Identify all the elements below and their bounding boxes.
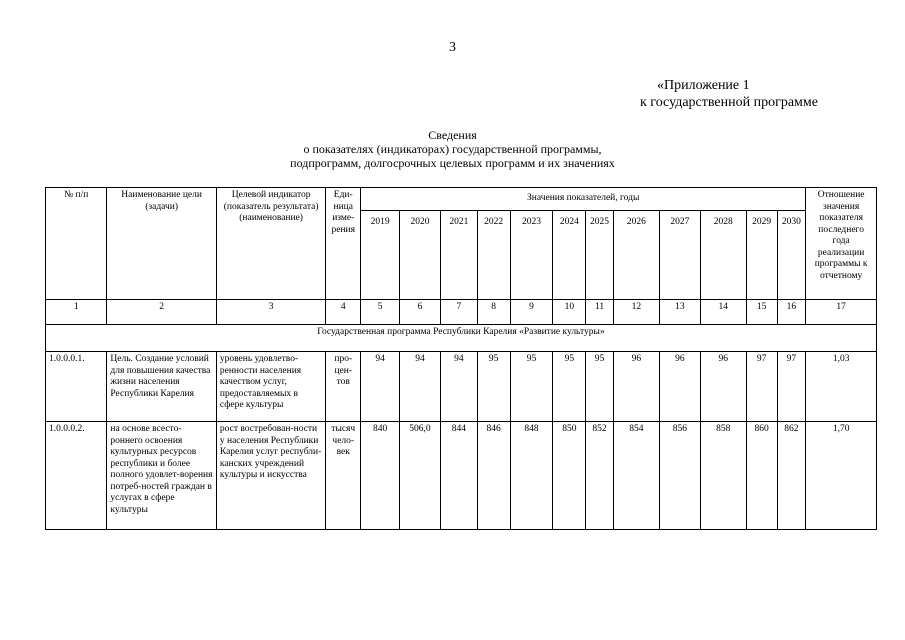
ratio-cell: 1,70 <box>806 422 877 530</box>
column-number: 14 <box>700 300 746 325</box>
value-cell: 95 <box>586 352 614 422</box>
value-cell: 858 <box>700 422 746 530</box>
value-cell: 97 <box>746 352 777 422</box>
row-unit: тысяч чело-век <box>326 422 361 530</box>
column-number: 8 <box>477 300 510 325</box>
value-cell: 95 <box>477 352 510 422</box>
value-cell: 862 <box>777 422 806 530</box>
document-heading <box>0 128 905 170</box>
appendix-line-1: «Приложение 1 <box>657 78 750 93</box>
value-cell: 94 <box>400 352 441 422</box>
year-cell: 2020 <box>400 211 441 300</box>
column-number: 13 <box>659 300 700 325</box>
column-number: 2 <box>107 300 216 325</box>
header-ratio: Отношение значения показателя последнего года реализации программы к отчетному <box>806 188 877 300</box>
row-indicator: уровень удовлетво-ренности населения качеством услуг, предоставляемых в сфере культуры <box>216 352 325 422</box>
row-unit: про-цен-тов <box>326 352 361 422</box>
row-indicator: рост востребован-ности у населения Республики Карелия услуг республи-канских учреждений культуры и искусства <box>216 422 325 530</box>
value-cell: 96 <box>659 352 700 422</box>
header-unit: Еди-ница изме-рения <box>326 188 361 300</box>
value-cell: 850 <box>553 422 586 530</box>
column-number: 12 <box>613 300 659 325</box>
value-cell: 844 <box>440 422 477 530</box>
value-cell: 94 <box>440 352 477 422</box>
appendix-line-2: к государственной программе <box>640 95 818 110</box>
value-cell: 95 <box>553 352 586 422</box>
year-cell: 2022 <box>477 211 510 300</box>
value-cell: 852 <box>586 422 614 530</box>
indicators-table <box>45 187 877 530</box>
year-cell: 2027 <box>659 211 700 300</box>
column-number: 15 <box>746 300 777 325</box>
value-cell: 96 <box>700 352 746 422</box>
value-cell: 860 <box>746 422 777 530</box>
year-cell: 2026 <box>613 211 659 300</box>
page-number: 3 <box>449 40 456 55</box>
ratio-cell: 1,03 <box>806 352 877 422</box>
row-goal: Цель. Создание условий для повышения качества жизни населения Республики Карелия <box>107 352 216 422</box>
row-num: 1.0.0.0.1. <box>46 352 107 422</box>
column-number: 17 <box>806 300 877 325</box>
header-row <box>46 188 877 211</box>
value-cell: 848 <box>510 422 553 530</box>
value-cell: 840 <box>361 422 400 530</box>
heading-line-2: о показателях (индикаторах) государственной программы, <box>303 142 602 156</box>
program-title: Государственная программа Республики Карелия «Развитие культуры» <box>46 325 877 352</box>
year-cell: 2029 <box>746 211 777 300</box>
value-cell: 854 <box>613 422 659 530</box>
appendix-note <box>640 77 890 111</box>
value-cell: 97 <box>777 352 806 422</box>
year-cell: 2025 <box>586 211 614 300</box>
header-num: № п/п <box>46 188 107 300</box>
value-cell: 96 <box>613 352 659 422</box>
column-number: 4 <box>326 300 361 325</box>
column-number: 3 <box>216 300 325 325</box>
column-number: 1 <box>46 300 107 325</box>
year-cell: 2028 <box>700 211 746 300</box>
year-cell: 2021 <box>440 211 477 300</box>
year-cell: 2024 <box>553 211 586 300</box>
row-num: 1.0.0.0.2. <box>46 422 107 530</box>
column-number: 6 <box>400 300 441 325</box>
header-goal: Наименование цели (задачи) <box>107 188 216 300</box>
year-cell: 2019 <box>361 211 400 300</box>
column-number: 16 <box>777 300 806 325</box>
column-number: 7 <box>440 300 477 325</box>
row-goal: на основе всесто-роннего освоения культурных ресурсов республики и более полного удовлет-ворения потреб-ностей граждан в услугах в сфере культуры <box>107 422 216 530</box>
column-number: 9 <box>510 300 553 325</box>
year-cell: 2023 <box>510 211 553 300</box>
heading-line-1: Сведения <box>428 128 477 142</box>
table-row <box>46 352 877 422</box>
value-cell: 856 <box>659 422 700 530</box>
column-number: 5 <box>361 300 400 325</box>
header-indicator: Целевой индикатор (показатель результата) (наименование) <box>216 188 325 300</box>
column-numbers-row <box>46 300 877 325</box>
table-row <box>46 422 877 530</box>
year-cell: 2030 <box>777 211 806 300</box>
program-row <box>46 325 877 352</box>
header-values-group: Значения показателей, годы <box>361 188 806 211</box>
column-number: 11 <box>586 300 614 325</box>
heading-line-3: подпрограмм, долгосрочных целевых программ и их значениях <box>290 156 615 170</box>
column-number: 10 <box>553 300 586 325</box>
value-cell: 94 <box>361 352 400 422</box>
value-cell: 95 <box>510 352 553 422</box>
value-cell: 846 <box>477 422 510 530</box>
value-cell: 506,0 <box>400 422 441 530</box>
